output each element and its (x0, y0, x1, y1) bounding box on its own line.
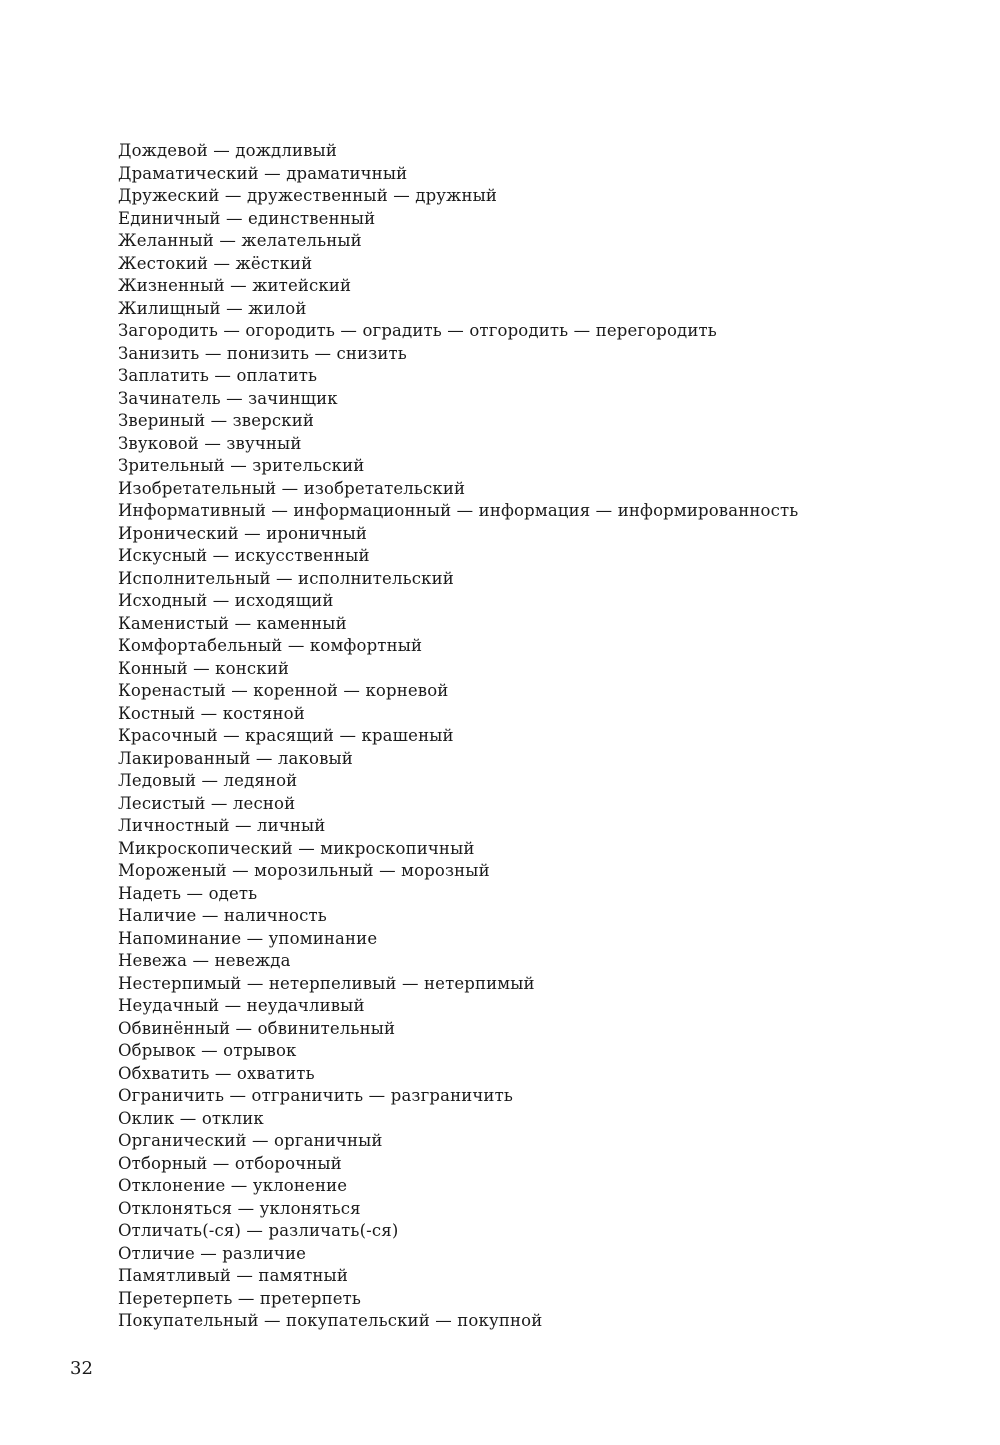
list-item: Исходный — исходящий (118, 591, 334, 610)
list-item: Костный — костяной (118, 703, 305, 723)
paronym-list (118, 140, 798, 1333)
list-item: Перетерпеть — претерпеть (118, 1288, 362, 1308)
list-item: Отличать(-ся) — различать(-ся) (118, 1221, 399, 1240)
list-item: Памятливый — памятный (118, 1266, 348, 1285)
list-item: Лесистый — лесной (118, 793, 296, 813)
list-item: Органический — органичный (118, 1131, 383, 1150)
list-item: Желанный — желательный (118, 231, 362, 250)
list-item: Информативный — информационный — информация — информированность (118, 501, 799, 520)
list-item: Комфортабельный — комфортный (118, 636, 423, 655)
list-item: Наличие — наличность (118, 906, 327, 925)
list-item: Единичный — единственный (118, 208, 376, 228)
list-item: Каменистый — каменный (118, 613, 347, 633)
list-item: Заплатить — оплатить (118, 366, 318, 385)
list-item: Ледовый — ледяной (118, 771, 298, 790)
list-item: Звериный — зверский (118, 411, 315, 430)
list-item: Обвинённый — обвинительный (118, 1018, 396, 1038)
list-item: Искусный — искусственный (118, 546, 370, 565)
list-item: Жизненный — житейский (118, 276, 352, 295)
list-item: Изобретательный — изобретательский (118, 478, 466, 498)
list-item: Надеть — одеть (118, 883, 258, 903)
list-item: Конный — конский (118, 658, 290, 678)
list-item: Иронический — ироничный (118, 523, 368, 543)
list-item: Отличие — различие (118, 1243, 307, 1263)
list-item: Ограничить — отграничить — разграничить (118, 1086, 513, 1105)
list-item: Нестерпимый — нетерпеливый — нетерпимый (118, 973, 535, 993)
list-item: Обхватить — охватить (118, 1063, 315, 1083)
list-item: Личностный — личный (118, 816, 326, 835)
list-item: Исполнительный — исполнительский (118, 568, 454, 588)
list-item: Оклик — отклик (118, 1108, 264, 1128)
list-item: Невежа — невежда (118, 951, 291, 970)
list-item: Лакированный — лаковый (118, 748, 353, 768)
list-item: Загородить — огородить — оградить — отгородить — перегородить (118, 321, 717, 340)
list-item: Отклоняться — уклоняться (118, 1198, 361, 1218)
list-item: Дружеский — дружественный — дружный (118, 186, 498, 205)
list-item: Красочный — красящий — крашеный (118, 726, 454, 745)
list-item: Дождевой — дождливый (118, 141, 337, 160)
list-item: Отклонение — уклонение (118, 1176, 348, 1195)
list-item: Обрывок — отрывок (118, 1041, 297, 1060)
list-item: Напоминание — упоминание (118, 928, 378, 948)
list-item: Отборный — отборочный (118, 1153, 342, 1173)
list-item: Коренастый — коренной — корневой (118, 681, 449, 700)
list-item: Микроскопический — микроскопичный (118, 838, 475, 858)
list-item: Занизить — понизить — снизить (118, 343, 407, 363)
list-item: Зачинатель — зачинщик (118, 388, 338, 408)
list-item: Драматический — драматичный (118, 163, 408, 183)
list-item: Звуковой — звучный (118, 433, 302, 453)
page-number: 32 (70, 1358, 93, 1379)
list-item: Мороженый — морозильный — морозный (118, 861, 490, 880)
list-item: Зрительный — зрительский (118, 456, 365, 475)
list-item: Жестокий — жёсткий (118, 253, 313, 273)
list-item: Жилищный — жилой (118, 298, 307, 318)
list-item: Неудачный — неудачливый (118, 996, 365, 1015)
list-item: Покупательный — покупательский — покупной (118, 1311, 543, 1330)
